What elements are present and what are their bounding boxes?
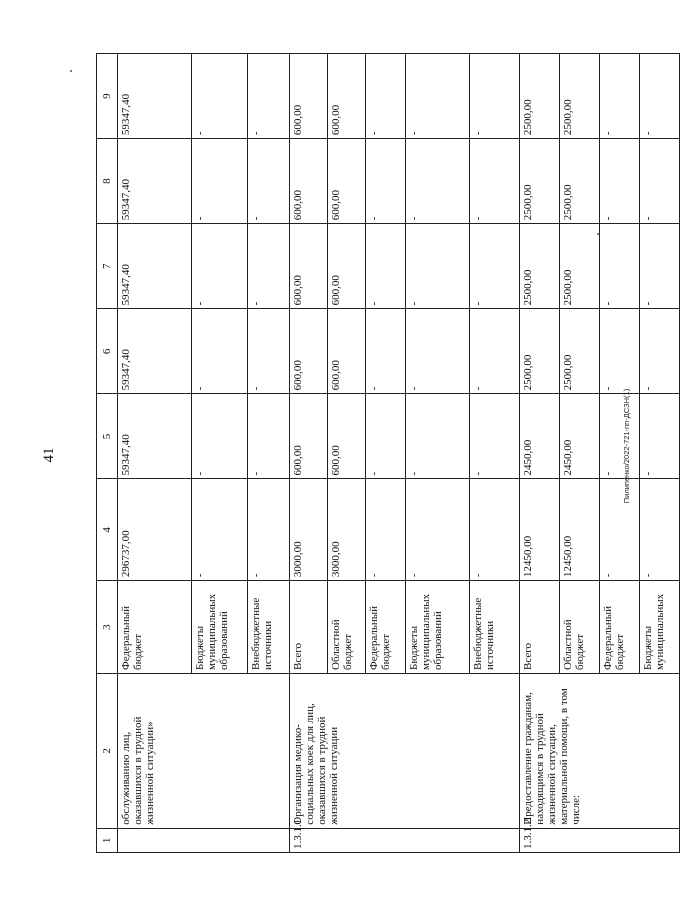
amount-cell: 12450,00 <box>520 479 560 581</box>
amount-cell: 2500,00 <box>520 224 560 309</box>
amount-cell: 600,00 <box>328 54 366 139</box>
amount-cell: - <box>600 394 640 479</box>
amount-cell: - <box>470 394 520 479</box>
amount-cell: - <box>470 54 520 139</box>
amount-cell: 600,00 <box>328 224 366 309</box>
header-cell: 3 <box>97 581 118 674</box>
funding-source-cell: Бюджеты муниципальных образований <box>406 581 470 674</box>
funding-source-cell: Бюджеты муниципальных образований <box>192 581 248 674</box>
header-cell: 1 <box>97 828 118 852</box>
amount-cell: - <box>470 309 520 394</box>
amount-cell: - <box>406 309 470 394</box>
table-row <box>118 54 192 853</box>
amount-cell: - <box>640 139 680 224</box>
amount-cell: - <box>248 309 290 394</box>
amount-cell: - <box>470 139 520 224</box>
item-description-cell: Организация медико-социальных коек для лиц, оказавшихся в трудной жизненной ситуации <box>290 673 520 828</box>
header-cell: 6 <box>97 309 118 394</box>
amount-cell: 2500,00 <box>520 54 560 139</box>
amount-cell: 59347,40 <box>118 309 192 394</box>
amount-cell: 600,00 <box>290 224 328 309</box>
amount-cell: 600,00 <box>328 309 366 394</box>
amount-cell: 2500,00 <box>560 309 600 394</box>
amount-cell: - <box>248 54 290 139</box>
amount-cell: - <box>640 54 680 139</box>
amount-cell: - <box>366 54 406 139</box>
document-code: Пилипенко/2022-721-пп-ДСЗН(1) <box>622 388 631 504</box>
item-description-cell: обслуживанию лиц, оказавшихся в трудной жизненной ситуации» <box>118 673 290 828</box>
amount-cell: - <box>600 54 640 139</box>
item-number-cell: 1.3.1.2 <box>520 828 680 852</box>
amount-cell: - <box>406 139 470 224</box>
header-cell: 5 <box>97 394 118 479</box>
amount-cell: 59347,40 <box>118 139 192 224</box>
amount-cell: 59347,40 <box>118 54 192 139</box>
amount-cell: - <box>192 224 248 309</box>
funding-source-cell: Всего <box>290 581 328 674</box>
table-row <box>290 54 328 853</box>
funding-source-cell: Областной бюджет <box>560 581 600 674</box>
amount-cell: - <box>248 479 290 581</box>
amount-cell: - <box>470 224 520 309</box>
amount-cell: - <box>640 224 680 309</box>
amount-cell: - <box>406 479 470 581</box>
amount-cell: - <box>470 479 520 581</box>
amount-cell: - <box>406 54 470 139</box>
amount-cell: - <box>192 309 248 394</box>
amount-cell: 2500,00 <box>560 54 600 139</box>
page-number: 41 <box>41 447 57 463</box>
amount-cell: 2450,00 <box>560 394 600 479</box>
amount-cell: 59347,40 <box>118 224 192 309</box>
funding-source-cell: Всего <box>520 581 560 674</box>
amount-cell: - <box>406 224 470 309</box>
amount-cell: 2500,00 <box>560 139 600 224</box>
amount-cell: - <box>192 54 248 139</box>
amount-cell: 600,00 <box>290 309 328 394</box>
amount-cell: - <box>248 139 290 224</box>
amount-cell: 3000,00 <box>290 479 328 581</box>
scan-mark <box>70 70 72 72</box>
funding-source-cell: Федеральный бюджет <box>366 581 406 674</box>
amount-cell: 296737,00 <box>118 479 192 581</box>
amount-cell: - <box>366 309 406 394</box>
amount-cell: - <box>366 139 406 224</box>
amount-cell: - <box>640 479 680 581</box>
header-row <box>97 54 118 853</box>
amount-cell: - <box>600 309 640 394</box>
amount-cell: - <box>406 394 470 479</box>
amount-cell: - <box>192 394 248 479</box>
amount-cell: - <box>600 479 640 581</box>
amount-cell: - <box>366 394 406 479</box>
amount-cell: - <box>248 224 290 309</box>
table-row <box>520 54 560 853</box>
amount-cell: 600,00 <box>290 54 328 139</box>
amount-cell: - <box>192 139 248 224</box>
amount-cell: 600,00 <box>328 394 366 479</box>
amount-cell: - <box>600 139 640 224</box>
amount-cell: - <box>640 394 680 479</box>
header-cell: 9 <box>97 54 118 139</box>
amount-cell: 3000,00 <box>328 479 366 581</box>
funding-source-cell: Внебюджетные источники <box>470 581 520 674</box>
funding-source-cell: Внебюджетные источники <box>248 581 290 674</box>
amount-cell: 2450,00 <box>520 394 560 479</box>
header-cell: 4 <box>97 479 118 581</box>
amount-cell: 12450,00 <box>560 479 600 581</box>
funding-source-cell: Федеральный бюджет <box>600 581 640 674</box>
budget-table <box>96 53 680 853</box>
funding-source-cell: Бюджеты муниципальных <box>640 581 680 674</box>
amount-cell: - <box>640 309 680 394</box>
header-cell: 8 <box>97 139 118 224</box>
funding-source-cell: Федеральный бюджет <box>118 581 192 674</box>
amount-cell: 2500,00 <box>520 139 560 224</box>
item-description-cell: Предоставление гражданам, находящимся в трудной жизненной ситуации, материальной помощи, в том числе: <box>520 673 680 828</box>
amount-cell: - <box>192 479 248 581</box>
amount-cell: - <box>366 479 406 581</box>
header-cell: 2 <box>97 673 118 828</box>
item-number-cell <box>118 828 290 852</box>
amount-cell: 600,00 <box>290 394 328 479</box>
amount-cell: - <box>248 394 290 479</box>
amount-cell: - <box>366 224 406 309</box>
amount-cell: 600,00 <box>290 139 328 224</box>
header-cell: 7 <box>97 224 118 309</box>
funding-source-cell: Областной бюджет <box>328 581 366 674</box>
item-number-cell: 1.3.1.1 <box>290 828 520 852</box>
amount-cell: 600,00 <box>328 139 366 224</box>
amount-cell: - <box>600 224 640 309</box>
amount-cell: 2500,00 <box>520 309 560 394</box>
amount-cell: 2500,00 <box>560 224 600 309</box>
amount-cell: 59347,40 <box>118 394 192 479</box>
